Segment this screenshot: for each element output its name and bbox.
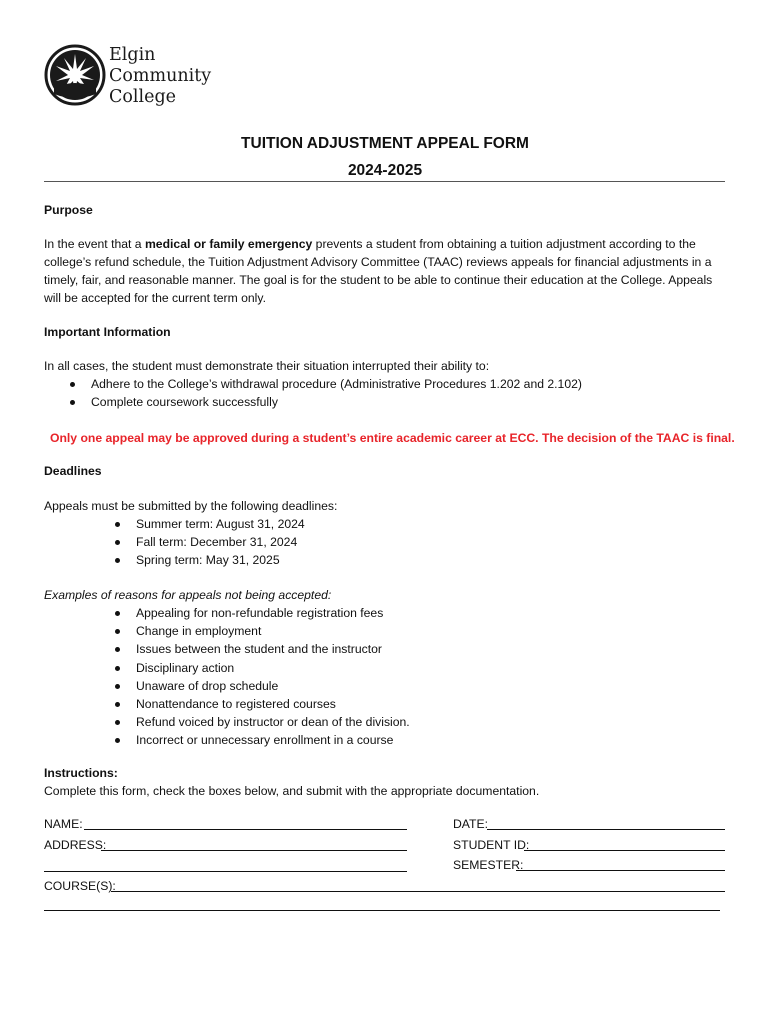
- logo-line-3: College: [109, 87, 177, 107]
- courses-field-line-2[interactable]: [44, 910, 720, 911]
- date-label: DATE:: [453, 817, 488, 831]
- purpose-text-before: In the event that a: [44, 237, 145, 251]
- instructions-heading: Instructions:: [44, 766, 118, 780]
- name-field[interactable]: [84, 829, 407, 830]
- purpose-text-bold: medical or family emergency: [144, 237, 313, 251]
- logo-wordmark: [109, 45, 211, 108]
- list-item: Complete coursework successfully: [91, 393, 582, 411]
- important-heading: Important Information: [44, 325, 171, 339]
- list-item: Incorrect or unnecessary enrollment in a course: [136, 731, 410, 749]
- instructions-text: Complete this form, check the boxes below, and submit with the appropriate documentation.: [44, 784, 540, 798]
- list-item: Adhere to the College’s withdrawal procedure (Administrative Procedures 1.202 and 2.102): [91, 375, 582, 393]
- list-item: Appealing for non-refundable registration fees: [136, 604, 410, 622]
- important-intro: In all cases, the student must demonstrate their situation interrupted their ability to:: [44, 359, 490, 373]
- courses-field[interactable]: [111, 891, 725, 892]
- deadlines-list: [136, 515, 305, 570]
- address-label: ADDRESS:: [44, 838, 107, 852]
- semester-field[interactable]: [516, 870, 725, 871]
- list-item: Refund voiced by instructor or dean of the division.: [136, 713, 410, 731]
- list-item: Spring term: May 31, 2025: [136, 551, 305, 569]
- list-item: Fall term: December 31, 2024: [136, 533, 305, 551]
- purpose-heading: Purpose: [44, 203, 93, 217]
- examples-intro: Examples of reasons for appeals not being accepted:: [44, 588, 332, 602]
- purpose-text-after: prevents a student from obtaining a tuition adjustment according to the college’s refund schedule, the Tuition Adjustment Advisory Committee (TAAC) reviews appeals for financial adjustments in a timely, fair, and reasonable manner. The goal is for the student to be able to continue their education at the College. Appeals will be accepted for the current term only.: [44, 237, 713, 305]
- warning-text: Only one appeal may be approved during a student’s entire academic career at ECC. The decision of the TAAC is final.: [50, 431, 735, 445]
- form-year: 2024-2025: [347, 162, 423, 179]
- student-id-field[interactable]: [524, 850, 725, 851]
- form-title: TUITION ADJUSTMENT APPEAL FORM: [241, 135, 529, 152]
- college-logo: [44, 44, 224, 108]
- logo-line-1: Elgin: [109, 45, 156, 65]
- courses-label: COURSE(S):: [44, 879, 116, 893]
- list-item: Change in employment: [136, 622, 410, 640]
- name-label: NAME:: [44, 817, 83, 831]
- list-item: Unaware of drop schedule: [136, 677, 410, 695]
- list-item: Issues between the student and the instructor: [136, 640, 410, 658]
- purpose-paragraph: [44, 235, 724, 307]
- student-id-label: STUDENT ID:: [453, 838, 530, 852]
- address-field-line-2[interactable]: [44, 871, 407, 872]
- list-item: Summer term: August 31, 2024: [136, 515, 305, 533]
- logo-line-2: Community: [109, 66, 212, 86]
- starburst-seal-icon: [44, 44, 106, 106]
- deadlines-heading: Deadlines: [44, 464, 102, 478]
- important-list: [91, 375, 582, 411]
- examples-list: [136, 604, 410, 750]
- list-item: Nonattendance to registered courses: [136, 695, 410, 713]
- title-divider: [44, 181, 725, 182]
- list-item: Disciplinary action: [136, 659, 410, 677]
- semester-label: SEMESTER:: [453, 858, 524, 872]
- deadlines-intro: Appeals must be submitted by the following deadlines:: [44, 499, 338, 513]
- address-field[interactable]: [101, 850, 407, 851]
- date-field[interactable]: [487, 829, 725, 830]
